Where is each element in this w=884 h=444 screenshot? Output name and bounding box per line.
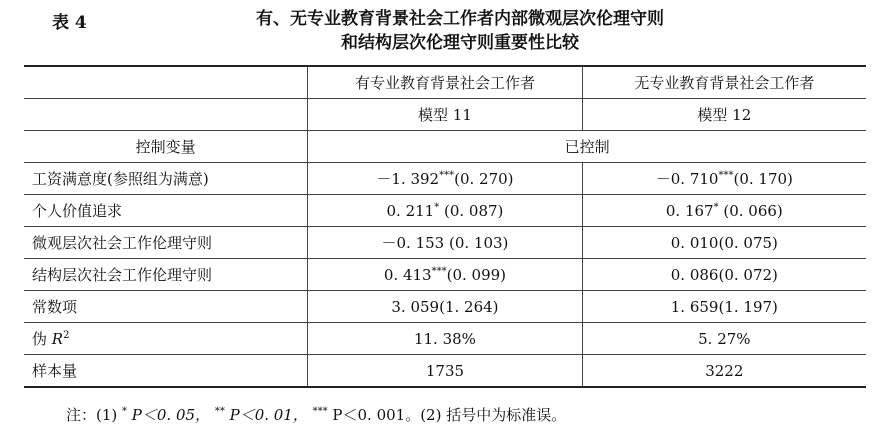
standard-error: (0. 087) — [439, 201, 504, 220]
sample-size-row — [24, 355, 866, 388]
row-label: 结构层次社会工作伦理守则 — [32, 266, 213, 284]
significance-stars: *** — [439, 170, 455, 181]
significance-stars: * — [713, 201, 719, 213]
model-11-cell: 11. 38% — [308, 323, 582, 355]
standard-error: (0. 170) — [733, 170, 793, 188]
row-label: 个人价值追求 — [32, 202, 123, 220]
group-header-professional: 有专业教育背景社会工作者 — [308, 66, 582, 99]
standard-error: (1. 264) — [439, 297, 499, 316]
model-11-cell: 1735 — [308, 355, 582, 388]
note-p3: P＜0. 001。(2) 括号中为标准误。 — [327, 406, 567, 424]
table-row — [24, 163, 866, 195]
significance-stars: * — [434, 201, 440, 213]
row-label — [24, 323, 308, 355]
coefficient: 0. 010 — [670, 233, 719, 252]
row-label: 常数项 — [32, 298, 78, 316]
table-row — [24, 259, 866, 291]
model-11-header: 模型 11 — [308, 99, 582, 131]
regression-table — [24, 65, 866, 388]
note-p2: P＜0. 01， — [224, 406, 313, 424]
coefficient: －1. 392 — [376, 170, 440, 188]
empty-header-cell — [24, 66, 308, 99]
group-header-nonprofessional: 无专业教育背景社会工作者 — [582, 66, 866, 99]
coefficient: －0. 710 — [655, 170, 719, 188]
row-label: 工资满意度(参照组为满意) — [32, 170, 209, 188]
standard-error: (1. 197) — [718, 297, 778, 316]
coefficient: 0. 167 — [665, 201, 714, 220]
coefficient: 0. 211 — [386, 201, 435, 220]
model-12-cell: 5. 27% — [582, 323, 866, 355]
model-12-cell — [582, 195, 866, 227]
standard-error: (0. 099) — [446, 265, 507, 284]
control-row — [24, 131, 866, 163]
table-title-line-2: 和结构层次伦理守则重要性比较 — [341, 33, 579, 53]
model-12-cell — [582, 227, 866, 259]
table-row — [24, 291, 866, 323]
model-12-cell — [582, 163, 866, 195]
coefficient: 3. 059 — [391, 297, 440, 316]
standard-error: (0. 075) — [718, 233, 778, 252]
table-note — [66, 404, 566, 425]
group-header-row — [24, 66, 866, 99]
note-prefix: 注：(1) — [66, 406, 123, 424]
table-row — [24, 227, 866, 259]
table-number: 表 4 — [52, 13, 87, 33]
coefficient: 1. 659 — [670, 297, 719, 316]
coefficient: 0. 413 — [383, 265, 432, 284]
coefficient: 0. 086 — [670, 265, 719, 284]
model-11-cell — [308, 291, 582, 323]
model-12-header: 模型 12 — [582, 99, 866, 131]
model-11-cell — [308, 259, 582, 291]
note-p1: P＜0. 05， — [127, 406, 215, 424]
standard-error: (0. 072) — [718, 265, 778, 284]
table-row — [24, 195, 866, 227]
control-variables-value: 已控制 — [308, 131, 866, 163]
standard-error: (0. 066) — [718, 201, 783, 220]
table-title-line-1: 有、无专业教育背景社会工作者内部微观层次伦理守则 — [256, 9, 664, 29]
model-12-cell — [582, 259, 866, 291]
model-11-cell — [308, 195, 582, 227]
note-star-3: *** — [312, 406, 328, 417]
empty-header-cell — [24, 99, 308, 131]
standard-error: (0. 270) — [454, 170, 514, 188]
model-11-cell — [308, 163, 582, 195]
model-12-cell — [582, 291, 866, 323]
standard-error: (0. 103) — [444, 234, 509, 252]
pseudo-r2-row — [24, 323, 866, 355]
r-symbol: R — [51, 330, 64, 348]
row-label: 微观层次社会工作伦理守则 — [32, 234, 213, 252]
model-12-cell: 3222 — [582, 355, 866, 388]
note-star-2: ** — [214, 406, 225, 417]
squared-superscript: 2 — [63, 330, 70, 341]
coefficient: －0. 153 — [381, 234, 445, 252]
pseudo-label: 伪 — [32, 330, 52, 348]
model-header-row — [24, 99, 866, 131]
significance-stars: *** — [431, 265, 447, 277]
significance-stars: *** — [718, 170, 734, 181]
model-11-cell — [308, 227, 582, 259]
control-variables-label: 控制变量 — [135, 138, 196, 156]
row-label: 样本量 — [32, 362, 78, 380]
note-star-1: * — [122, 406, 128, 417]
